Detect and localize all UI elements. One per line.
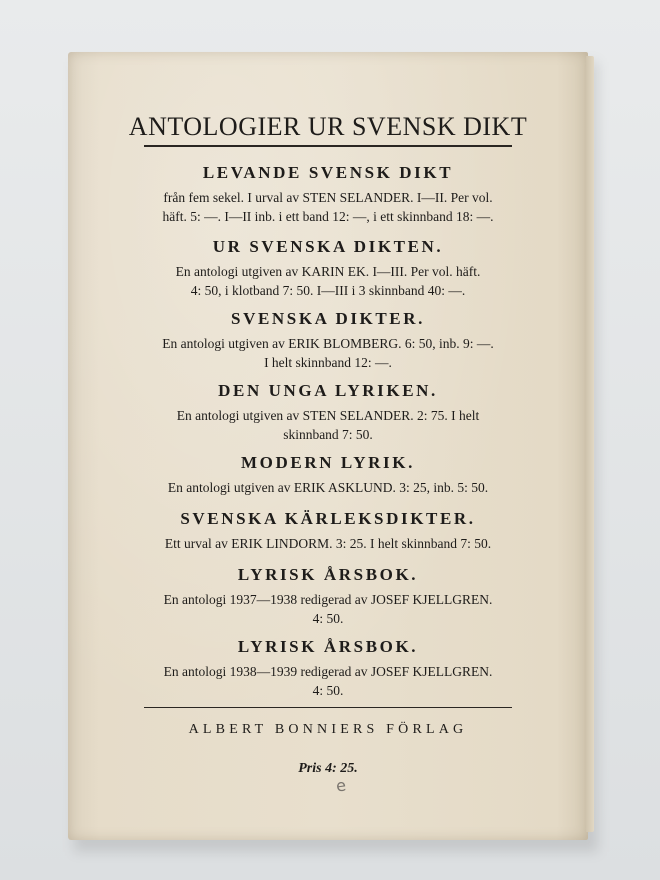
entry-line: skinnband 7: 50. (283, 427, 373, 442)
list-item (68, 564, 588, 628)
entry-line: En antologi 1938—1939 redigerad av JOSEF KJELLGREN. (163, 664, 493, 679)
entry-title: LYRISK ÅRSBOK. (237, 637, 419, 656)
entry-line: En antologi utgiven av ERIK BLOMBERG. 6: 50, inb. 9: —. (162, 336, 494, 351)
cover-content (68, 52, 588, 840)
entry-line: En antologi utgiven av ERIK ASKLUND. 3: 25, inb. 5: 50. (167, 480, 489, 495)
publisher-name: ALBERT BONNIERS FÖRLAG (188, 722, 468, 737)
list-item (68, 236, 588, 300)
entry-line: En antologi utgiven av STEN SELANDER. 2: 75. I helt (176, 408, 480, 423)
list-item (68, 380, 588, 444)
entry-description (68, 406, 588, 444)
entry-title: LYRISK ÅRSBOK. (237, 565, 419, 584)
list-item (68, 452, 588, 497)
entry-title: SVENSKA DIKTER. (231, 309, 425, 328)
entry-line: från fem sekel. I urval av STEN SELANDER. I—II. Per vol. (163, 190, 493, 205)
entry-description (68, 478, 588, 497)
list-item (68, 508, 588, 553)
entry-line: En antologi 1937—1938 redigerad av JOSEF KJELLGREN. (163, 592, 493, 607)
entry-title: DEN UNGA LYRIKEN. (218, 381, 438, 400)
list-item (68, 162, 588, 226)
list-item (68, 636, 588, 700)
entry-line: 4: 50. (312, 683, 344, 698)
entry-title: SVENSKA KÄRLEKSDIKTER. (180, 509, 476, 528)
entry-description (68, 334, 588, 372)
title-divider (144, 145, 512, 147)
entry-line: häft. 5: —. I—II inb. i ett band 12: —, i ett skinnband 18: —. (162, 209, 494, 224)
price-label: Pris 4: 25. (298, 761, 358, 776)
book-back-cover (68, 52, 588, 840)
entry-description (68, 188, 588, 226)
bottom-divider (144, 707, 512, 708)
entry-line: I helt skinnband 12: —. (264, 355, 392, 370)
entry-description (68, 590, 588, 628)
entry-description (68, 262, 588, 300)
entry-line: Ett urval av ERIK LINDORM. 3: 25. I helt skinnband 7: 50. (164, 536, 492, 551)
entry-title: UR SVENSKA DIKTEN. (212, 237, 444, 256)
entry-title: LEVANDE SVENSK DIKT (202, 163, 454, 182)
list-item (68, 308, 588, 372)
entry-description (68, 662, 588, 700)
entry-line: 4: 50. (312, 611, 344, 626)
entry-line: 4: 50, i klotband 7: 50. I—III i 3 skinnband 40: —. (190, 283, 466, 298)
page-title: ANTOLOGIER UR SVENSK DIKT (128, 111, 528, 142)
entry-line: En antologi utgiven av KARIN EK. I—III. Per vol. häft. (175, 264, 481, 279)
pencil-mark: e (334, 775, 348, 796)
entry-title: MODERN LYRIK. (241, 453, 415, 472)
entry-description (68, 534, 588, 553)
